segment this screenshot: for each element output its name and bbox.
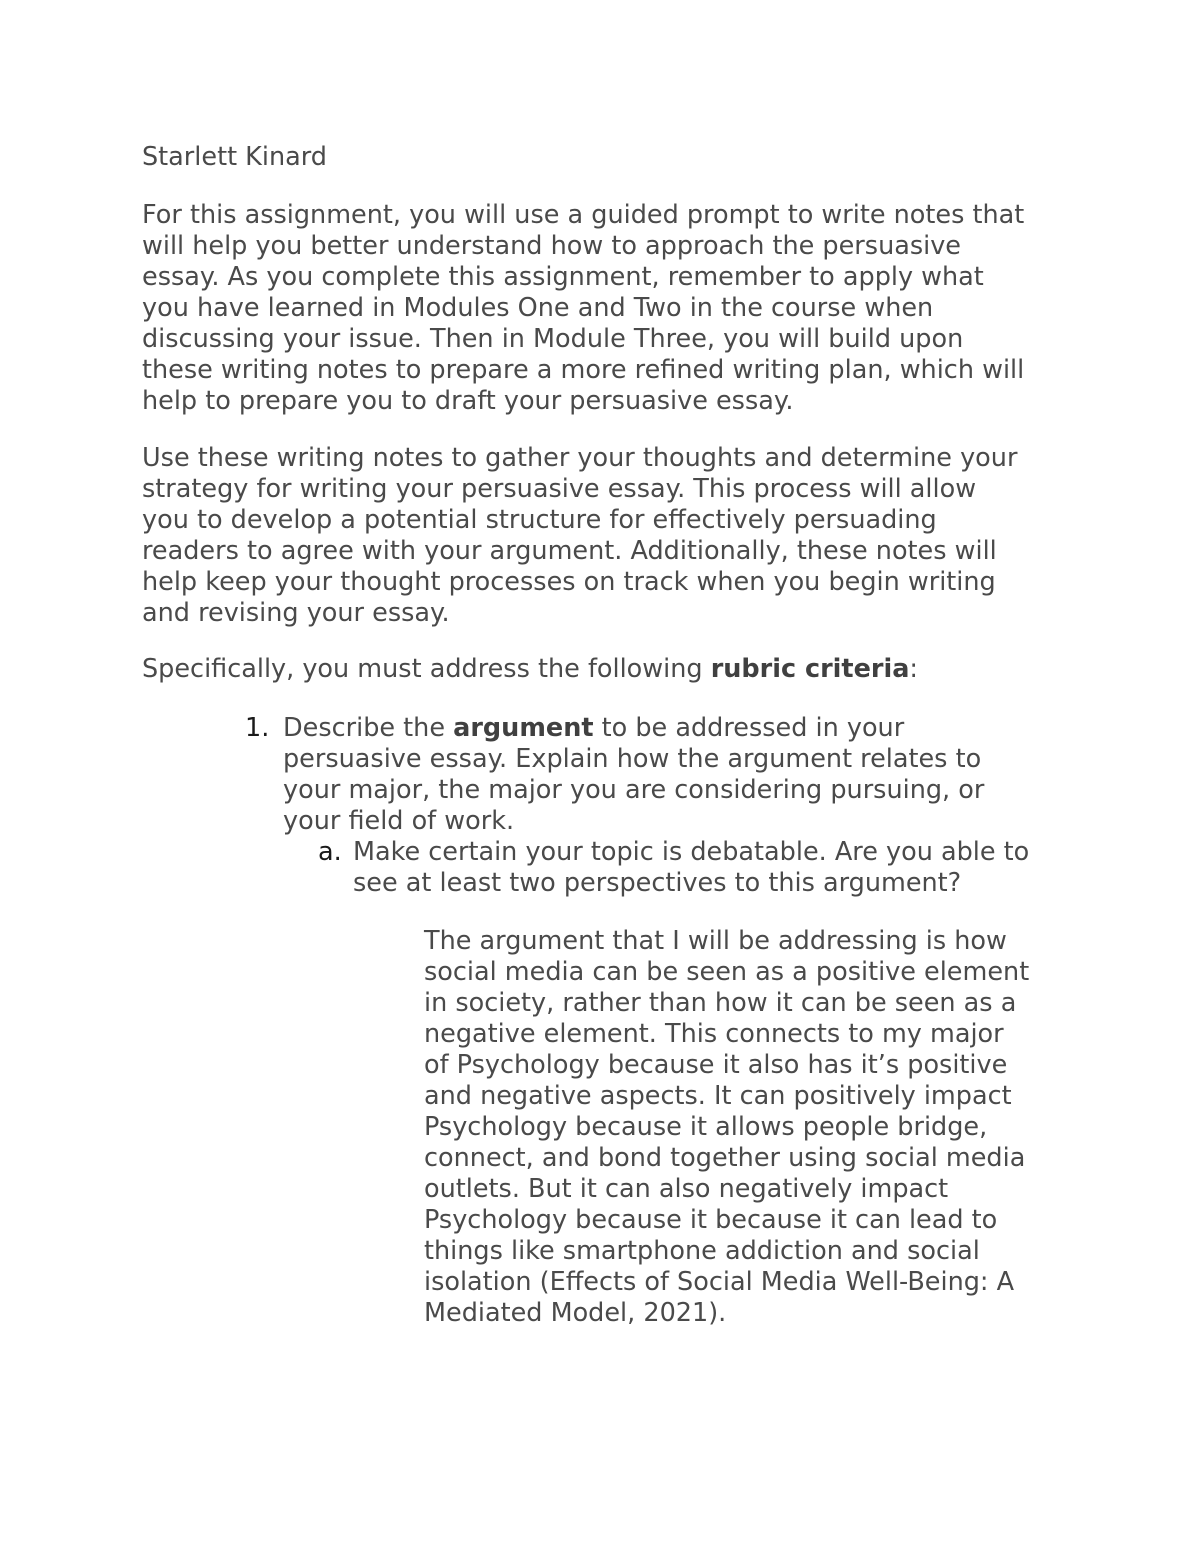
text-line: connect, and bond together using social media (424, 1143, 1026, 1173)
text-line: outlets. But it can also negatively impact (424, 1174, 949, 1204)
text-line: The argument that I will be addressing is how (424, 926, 1007, 956)
text-line: Make certain your topic is debatable. Are you able to (353, 837, 1030, 867)
text-line: and negative aspects. It can positively impact (424, 1081, 1012, 1111)
text-line: your major, the major you are considering pursuing, or (283, 775, 985, 805)
text-line: social media can be seen as a positive element (424, 957, 1030, 987)
text-line: Psychology because it because it can lead to (424, 1205, 998, 1235)
text-line: Psychology because it allows people bridge, (424, 1112, 988, 1142)
text-line: discussing your issue. Then in Module Three, you will build upon (142, 324, 964, 354)
rubric-criteria-bold: rubric criteria (710, 654, 910, 684)
list-number: 1. (245, 713, 270, 743)
intro-paragraph-2 (142, 443, 1072, 629)
text-line: help keep your thought processes on track when you begin writing (142, 567, 996, 597)
text-line: negative element. This connects to my major (424, 1019, 1004, 1049)
text-line: will help you better understand how to approach the persuasive (142, 231, 962, 261)
text-line: Use these writing notes to gather your thoughts and determine your (142, 443, 1018, 473)
text-line: in society, rather than how it can be seen as a (424, 988, 1017, 1018)
rubric-intro-suffix: : (909, 654, 919, 684)
text-line: things like smartphone addiction and social (424, 1236, 980, 1266)
text-line: strategy for writing your persuasive essay. This process will allow (142, 474, 977, 504)
text-line: and revising your essay. (142, 598, 450, 628)
text-line: persuasive essay. Explain how the argument relates to (283, 744, 982, 774)
text-line: you to develop a potential structure for effectively persuading (142, 505, 937, 535)
author-name: Starlett Kinard (142, 142, 327, 172)
rubric-intro-prefix: Specifically, you must address the following (142, 654, 711, 684)
text-line: essay. As you complete this assignment, remember to apply what (142, 262, 984, 292)
text-line: you have learned in Modules One and Two in the course when (142, 293, 934, 323)
rubric-intro (142, 654, 1072, 685)
criterion-1a (353, 837, 1073, 899)
student-answer (424, 926, 1074, 1329)
text-line: help to prepare you to draft your persuasive essay. (142, 386, 794, 416)
text-line: see at least two perspectives to this argument? (353, 868, 962, 898)
text-line: these writing notes to prepare a more refined writing plan, which will (142, 355, 1025, 385)
text-line: For this assignment, you will use a guided prompt to write notes that (142, 200, 1025, 230)
text-line: isolation (Effects of Social Media Well-Being: A (424, 1267, 1015, 1297)
criterion-1-suffix: to be addressed in your (593, 713, 905, 743)
text-line (283, 713, 1073, 744)
sub-list-marker: a. (318, 837, 342, 867)
text-line: readers to agree with your argument. Additionally, these notes will (142, 536, 997, 566)
criterion-1-prefix: Describe the (283, 713, 454, 743)
criterion-1 (283, 713, 1073, 837)
text-line: of Psychology because it also has it’s positive (424, 1050, 1008, 1080)
text-line: Mediated Model, 2021). (424, 1298, 727, 1328)
text-line: your field of work. (283, 806, 515, 836)
intro-paragraph-1 (142, 200, 1072, 417)
argument-bold: argument (453, 713, 594, 743)
